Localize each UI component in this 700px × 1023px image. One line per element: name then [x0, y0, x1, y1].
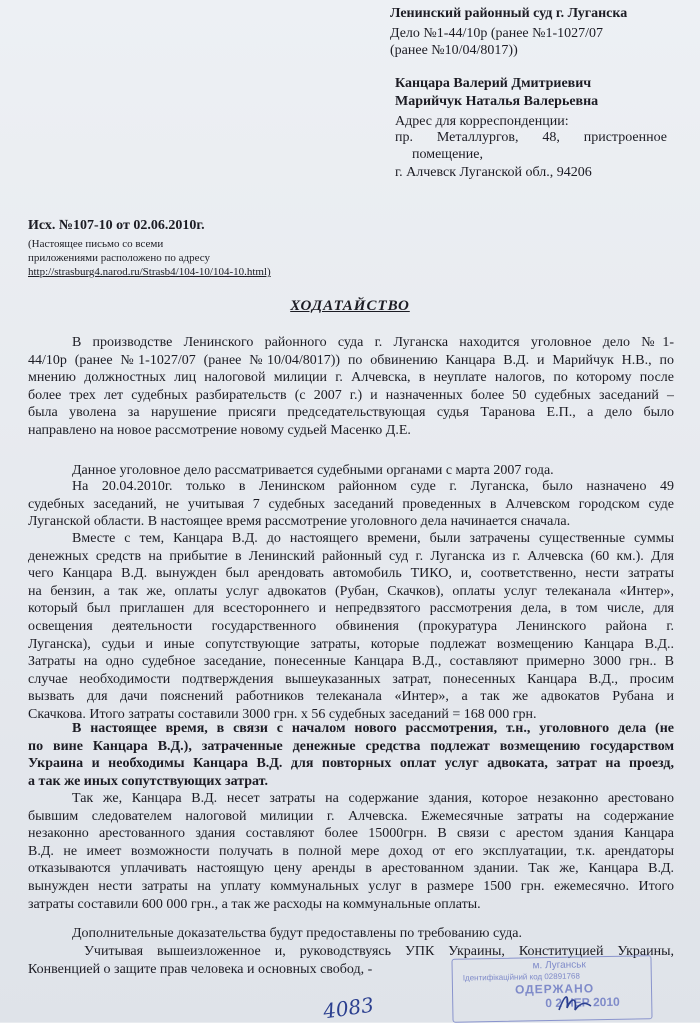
court-name: Ленинский районный суд г. Луганска [390, 6, 628, 21]
body-line: Украина и необходимы Канцара В.Д. для повторных оплат услуг адвоката, затрат на проезд, [28, 756, 674, 772]
body-line: по вине Канцара В.Д.), затраченные денежные средства подлежат возмещению государством [28, 738, 674, 754]
body-line: бывшим следователем налоговой милиции г. Алчевска. Ежемесячные затраты на содержание [28, 808, 674, 824]
body-line: судебных заседаний, не учитывая 7 судебных заседаний проведенных в Алчевском городском суде [28, 496, 674, 512]
body-line: денежных средств на прибытие в Ленинский районный суд г. Луганска из г. Алчевска (60 км.). Для [28, 548, 674, 564]
body-line: на бензин, а так же, оплаты услуг адвокатов (Рубан, Скачков), оплаты услуг телеканала «Интер», [28, 583, 674, 599]
applicant-name-2: Марийчук Наталья Валерьевна [395, 94, 599, 109]
body-line: В производстве Ленинского районного суда г. Луганска находится уголовное дело №1- [72, 335, 674, 350]
address-line1-part-a: пр. [395, 130, 413, 145]
body-line: Скачкова. Итого затраты составили 3000 грн. х 56 судебных заседаний = 168 000 грн. [28, 707, 537, 722]
address-line1 [395, 130, 667, 146]
body-line: Дополнительные доказательства будут предоставлены по требованию суда. [72, 926, 522, 941]
body-line: а так же иных сопутствующих затрат. [28, 773, 269, 789]
body-line: вынужден нести затраты на уплату коммунальных услуг в размере 1500 грн. ежемесячно. Итого [28, 879, 674, 894]
stamp-date: 0 2 ЧЕР 2010 [545, 994, 620, 1011]
body-line: 44/10р (ранее №1-1027/07 (ранее №10/04/8017)) по обвинению Канцара В.Д. и Марийчук Н.В., по [28, 352, 674, 368]
stamp-city: м. Луганськ [532, 959, 586, 972]
body-line: незаконно арестованного здания составляют более 15000грн. В связи с арестом здания Канцара [28, 826, 674, 842]
body-line: была уволена за нарушение присяги председательствующая судья Таранова Е.П., а дело было [28, 405, 674, 421]
body-line: мнению должностных лиц налоговой милиции г. Алчевска, в неуплате налогов, по которому после [28, 370, 674, 386]
signature-icon [555, 988, 595, 1018]
body-line: В.Д. не имеет возможности получать в полной мере доход от его эксплуатации, т.к. арендаторы [28, 843, 674, 859]
outgoing-reference: Исх. №107-10 от 02.06.2010г. [28, 218, 205, 233]
address-line2: помещение, [412, 147, 483, 162]
body-line: освещения деятельности государственного обвинения (прокуратура Ленинского района г. [28, 619, 674, 634]
address-label: Адрес для корреспонденции: [395, 114, 569, 129]
body-line: Луганска), судьи и иные сопутствующие затраты, которые подлежат возмещению Канцара В.Д.. [28, 636, 674, 652]
body-line: Луганской области. В настоящее время рассмотрение уголовного дела начинается сначала. [28, 514, 571, 530]
reference-link[interactable]: http://strasburg4.narod.ru/Strasb4/104-10/104-10.html) [28, 266, 271, 278]
stamp-code: Ідентифікаційний код 02891768 [462, 971, 580, 983]
reference-note-line1: (Настоящее письмо со всеми [28, 238, 164, 250]
received-stamp [451, 955, 652, 1022]
address-line3: г. Алчевск Луганской обл., 94206 [395, 165, 592, 180]
body-line: чего Канцара В.Д. вынужден был арендовать автомобиль ТИКО, и, соответственно, нести затраты [28, 566, 674, 582]
body-line: случае необходимости подтверждения вышеуказанных затрат, понесенных Канцара В.Д., просим [28, 671, 674, 687]
address-line1-part-c: 48, [542, 130, 560, 145]
body-line: который был приглашен для всестороннего и непредвзятого рассмотрения дела, в том числе, для [28, 601, 674, 617]
body-line: направлено на новое рассмотрение новому судьей Масенко Д.Е. [28, 423, 411, 438]
body-line: В настоящее время, в связи с началом нового рассмотрения, т.н., уголовного дела (не [72, 721, 674, 736]
body-line: Данное уголовное дело рассматривается судебными органами с марта 2007 года. [72, 463, 554, 478]
case-number-line1: Дело №1-44/10р (ранее №1-1027/07 [390, 26, 604, 41]
body-line: Учитывая вышеизложенное и, руководствуясь УПК Украины, Конституцией Украины, [84, 944, 674, 959]
body-line: отказываются уплачивать настоящую цену аренды в арестованном здании. Так же, Канцара В.Д. [28, 861, 674, 877]
body-line: На 20.04.2010г. только в Ленинском районном суде г. Луганска, было назначено 49 [72, 479, 674, 494]
body-line: вызвать для дачи пояснений работников телеканала «Интер», а так же адвокатов Рубана и [28, 689, 674, 705]
stamp-received: ОДЕРЖАНО [514, 981, 595, 997]
body-line: Вместе с тем, Канцара В.Д. до настоящего времени, были затрачены существенные суммы [72, 531, 674, 546]
body-line: Затраты на одно судебное заседание, понесенные Канцара В.Д., составляют примерно 3000 грн.. В [28, 654, 674, 670]
applicant-name-1: Канцара Валерий Дмитриевич [395, 76, 592, 91]
body-line: более трех лет судебных разбирательств (с 2007 г.) и назначенных более 50 судебных заседаний – [28, 387, 674, 403]
address-line1-part-d: пристроенное [583, 130, 667, 145]
case-number-line2: (ранее №10/04/8017)) [390, 43, 518, 58]
handwritten-number: 4083 [321, 992, 376, 1023]
body-line: Конвенцией о защите прав человека и основных свобод, - [28, 961, 373, 977]
reference-note-line2: приложениями расположено по адресу [28, 252, 210, 264]
document-title: ХОДАТАЙСТВО [290, 298, 410, 314]
body-line: Так же, Канцара В.Д. несет затраты на содержание здания, которое незаконно арестовано [72, 791, 674, 806]
address-line1-part-b: Металлургов, [436, 130, 519, 145]
body-line: затраты составили 600 000 грн., а так же расходы на коммунальные оплаты. [28, 896, 481, 912]
